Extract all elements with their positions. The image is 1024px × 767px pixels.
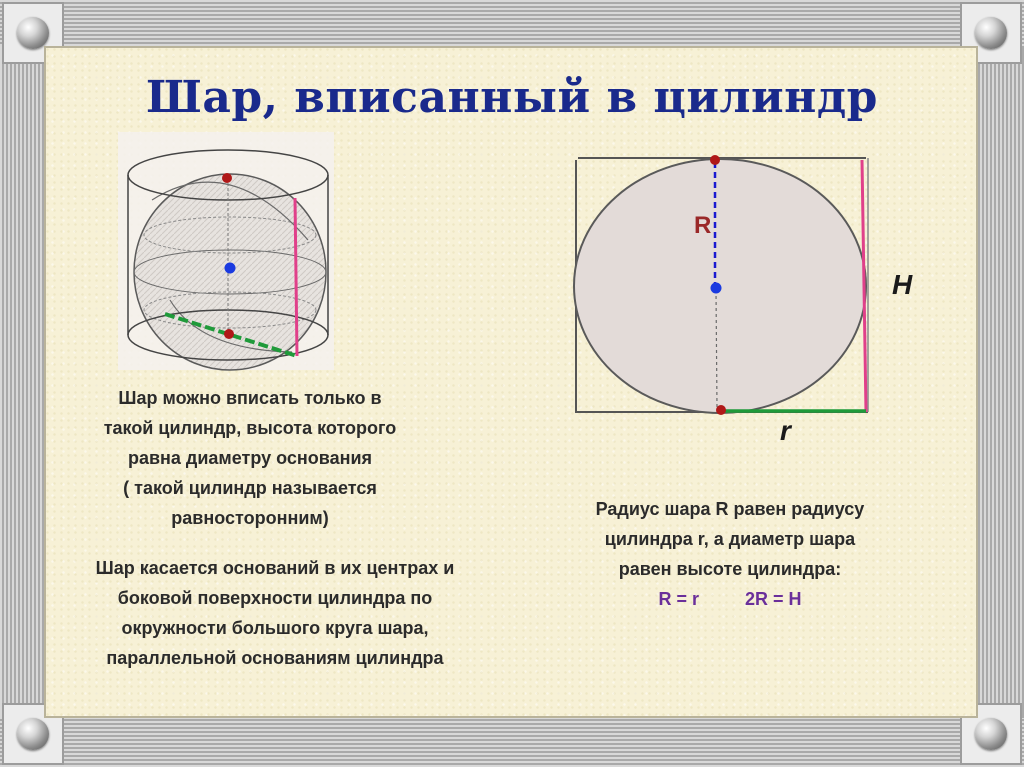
sphere-center-point bbox=[225, 263, 236, 274]
text-line: Радиус шара R равен радиусу bbox=[595, 499, 865, 519]
cross-section-diagram bbox=[574, 155, 913, 446]
text-line: ( такой цилиндр называется bbox=[123, 478, 377, 498]
right-paragraph bbox=[530, 494, 930, 614]
cylinder-height-line bbox=[295, 198, 297, 356]
text-line: окружности большого круга шара, bbox=[121, 618, 429, 638]
sphere-center-point-2d bbox=[711, 283, 722, 294]
text-line: Шар касается оснований в их центрах и bbox=[95, 558, 455, 578]
tangent-point-top-2d bbox=[710, 155, 720, 165]
text-line: равен высоте цилиндра: bbox=[618, 559, 842, 579]
cylinder-height-line-2d bbox=[862, 160, 866, 412]
label-radius-sphere: R bbox=[694, 212, 712, 239]
text-line: боковой поверхности цилиндра по bbox=[117, 588, 433, 608]
left-paragraph-2 bbox=[50, 553, 500, 673]
text-line: параллельной основаниям цилиндра bbox=[106, 648, 444, 668]
formula-diameter-height: 2R = H bbox=[745, 589, 802, 609]
text-line: равносторонним) bbox=[171, 508, 329, 528]
text-line: такой цилиндр, высота которого bbox=[103, 418, 397, 438]
sphere-in-cylinder-3d-diagram bbox=[118, 132, 334, 370]
tangent-point-bottom-2d bbox=[716, 405, 726, 415]
tangent-point-top bbox=[222, 173, 232, 183]
left-paragraph-1 bbox=[50, 383, 450, 533]
formula-line bbox=[530, 584, 930, 614]
text-line: равна диаметру основания bbox=[127, 448, 373, 468]
slide-title: Шар, вписанный в цилиндр bbox=[146, 72, 878, 123]
label-radius-cylinder: r bbox=[780, 415, 791, 446]
formula-radius-equality: R = r bbox=[658, 589, 699, 609]
text-line: Шар можно вписать только в bbox=[118, 388, 382, 408]
tangent-point-bottom bbox=[224, 329, 234, 339]
label-height: H bbox=[892, 269, 913, 300]
text-line: цилиндра r, а диаметр шара bbox=[604, 529, 856, 549]
